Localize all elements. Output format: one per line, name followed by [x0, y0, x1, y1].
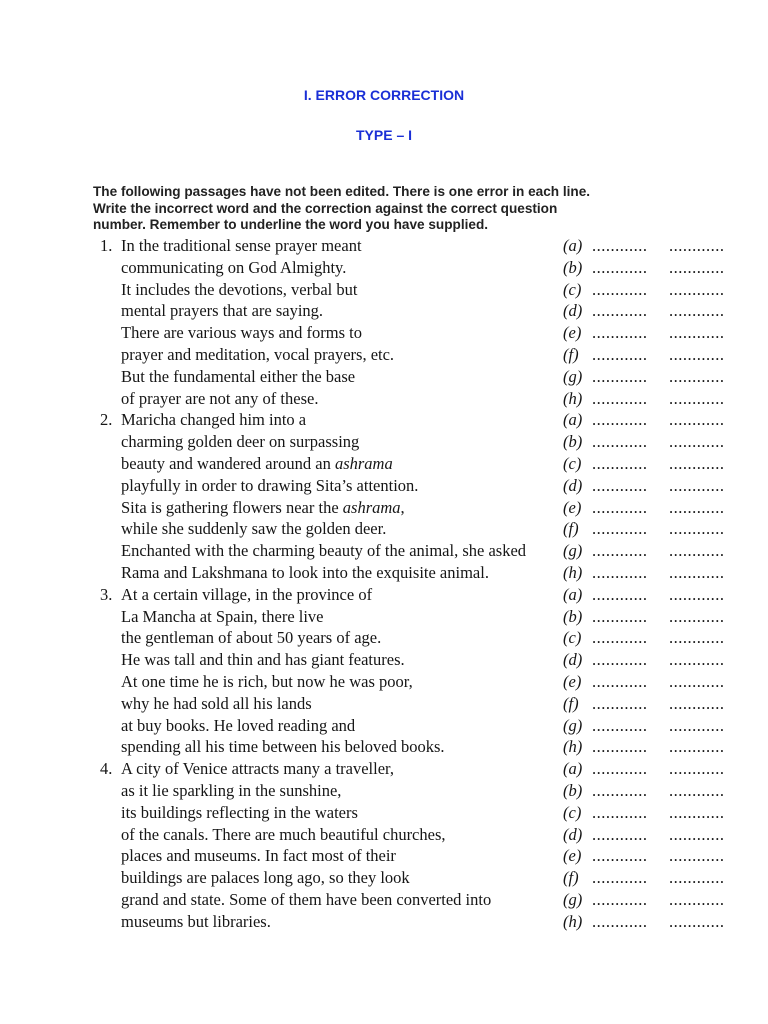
correction-blank: ............ — [669, 911, 725, 931]
passage-line — [0, 518, 768, 540]
incorrect-word-blank: ............ — [592, 541, 648, 561]
incorrect-word-blank: ............ — [592, 453, 648, 473]
correction-blank: ............ — [669, 344, 725, 364]
passage-line-text: playfully in order to drawing Sita’s attention. — [121, 475, 419, 495]
correction-blank: ............ — [669, 453, 725, 473]
passage-line — [0, 889, 768, 911]
correction-blank: ............ — [669, 759, 725, 779]
passage-line-text: Maricha changed him into a — [121, 410, 307, 430]
correction-blank: ............ — [669, 802, 725, 822]
incorrect-word-blank: ............ — [592, 889, 648, 909]
incorrect-word-blank: ............ — [592, 759, 648, 779]
correction-blank: ............ — [669, 824, 725, 844]
passage-line-text: beauty and wandered around an ashrama — [121, 453, 393, 473]
passage-line — [0, 627, 768, 649]
passage-line-text: why he had sold all his lands — [121, 693, 312, 713]
correction-blank: ............ — [669, 889, 725, 909]
passage-line — [0, 431, 768, 453]
passage-line — [0, 366, 768, 388]
question-letter: (e) — [563, 497, 582, 517]
passage-line — [0, 279, 768, 301]
incorrect-word-blank: ............ — [592, 671, 648, 691]
instruction-line: number. Remember to underline the word you have supplied. — [93, 217, 489, 232]
passage-number: 3. — [100, 584, 113, 604]
incorrect-word-blank: ............ — [592, 562, 648, 582]
correction-blank: ............ — [669, 737, 725, 757]
question-letter: (d) — [563, 824, 583, 844]
correction-blank: ............ — [669, 236, 725, 255]
question-letter: (g) — [563, 541, 583, 561]
passage-line — [0, 235, 768, 257]
passage-line-text: Rama and Lakshmana to look into the exquisite animal. — [121, 562, 489, 582]
question-letter: (e) — [563, 323, 582, 343]
passage-line-text: Sita is gathering flowers near the ashrama, — [121, 497, 405, 517]
question-letter: (h) — [563, 737, 583, 757]
passage-line-text: communicating on God Almighty. — [121, 257, 347, 277]
passage-line-text: In the traditional sense prayer meant — [121, 236, 362, 255]
question-letter: (d) — [563, 650, 583, 670]
question-letter: (d) — [563, 301, 583, 321]
exercise-passages — [0, 235, 768, 933]
incorrect-word-blank: ............ — [592, 846, 648, 866]
question-letter: (b) — [563, 606, 583, 626]
passage-line — [0, 802, 768, 824]
instruction-line: Write the incorrect word and the correction against the correct question — [93, 200, 558, 216]
incorrect-word-blank: ............ — [592, 802, 648, 822]
question-letter: (b) — [563, 780, 583, 800]
correction-blank: ............ — [669, 606, 725, 626]
incorrect-word-blank: ............ — [592, 388, 648, 408]
passage-line — [0, 780, 768, 802]
question-letter: (c) — [563, 279, 582, 299]
question-letter: (e) — [563, 846, 582, 866]
passage-line — [0, 736, 768, 758]
passage-line — [0, 409, 768, 431]
passage-line-text: At a certain village, in the province of — [121, 584, 373, 604]
correction-blank: ............ — [669, 497, 725, 517]
question-letter: (a) — [563, 410, 583, 430]
passage-line-text: museums but libraries. — [121, 911, 271, 931]
passage-line-text: Enchanted with the charming beauty of the animal, she asked — [121, 541, 527, 561]
question-letter: (g) — [563, 366, 583, 386]
incorrect-word-blank: ............ — [592, 737, 648, 757]
question-letter: (a) — [563, 759, 583, 779]
passage-line — [0, 824, 768, 846]
passage-line — [0, 584, 768, 606]
passage-line — [0, 540, 768, 562]
section-subtitle: TYPE – I — [355, 127, 413, 143]
passage-line-text: grand and state. Some of them have been converted into — [121, 889, 492, 909]
question-letter: (e) — [563, 671, 582, 691]
incorrect-word-blank: ............ — [592, 432, 648, 452]
incorrect-word-blank: ............ — [592, 257, 648, 277]
passage-line — [0, 257, 768, 279]
instruction-line: The following passages have not been edited. There is one error in each line. — [93, 184, 591, 199]
page-title: I. ERROR CORRECTION — [303, 87, 465, 103]
question-letter: (b) — [563, 432, 583, 452]
question-letter: (h) — [563, 388, 583, 408]
correction-blank: ............ — [669, 323, 725, 343]
passage-line-text: mental prayers that are saying. — [121, 301, 324, 321]
passage-line — [0, 649, 768, 671]
correction-blank: ............ — [669, 562, 725, 582]
correction-blank: ............ — [669, 257, 725, 277]
incorrect-word-blank: ............ — [592, 301, 648, 321]
passage-line-text: of the canals. There are much beautiful churches, — [121, 824, 446, 844]
passage-line — [0, 300, 768, 322]
incorrect-word-blank: ............ — [592, 497, 648, 517]
correction-blank: ............ — [669, 475, 725, 495]
correction-blank: ............ — [669, 432, 725, 452]
incorrect-word-blank: ............ — [592, 715, 648, 735]
incorrect-word-blank: ............ — [592, 323, 648, 343]
passage-line-text: It includes the devotions, verbal but — [121, 279, 358, 299]
passage-line-text: But the fundamental either the base — [121, 366, 356, 386]
passage-line-text: charming golden deer on surpassing — [121, 432, 360, 452]
question-letter: (g) — [563, 715, 583, 735]
passage-line-text: as it lie sparkling in the sunshine, — [121, 780, 342, 800]
question-letter: (a) — [563, 236, 583, 255]
passage-line-text: of prayer are not any of these. — [121, 388, 319, 408]
question-letter: (f) — [563, 693, 579, 713]
correction-blank: ............ — [669, 650, 725, 670]
passage-number: 1. — [100, 236, 113, 255]
passage-line — [0, 911, 768, 933]
incorrect-word-blank: ............ — [592, 366, 648, 386]
passage-number: 4. — [100, 759, 113, 779]
correction-blank: ............ — [669, 584, 725, 604]
question-letter: (f) — [563, 344, 579, 364]
correction-blank: ............ — [669, 868, 725, 888]
incorrect-word-blank: ............ — [592, 279, 648, 299]
question-letter: (c) — [563, 802, 582, 822]
correction-blank: ............ — [669, 693, 725, 713]
question-letter: (f) — [563, 868, 579, 888]
passage-line-text: places and museums. In fact most of their — [121, 846, 396, 866]
passage-line — [0, 322, 768, 344]
question-letter: (h) — [563, 911, 583, 931]
passage-line — [0, 606, 768, 628]
passage-line — [0, 671, 768, 693]
correction-blank: ............ — [669, 388, 725, 408]
incorrect-word-blank: ............ — [592, 236, 648, 255]
incorrect-word-blank: ............ — [592, 475, 648, 495]
incorrect-word-blank: ............ — [592, 628, 648, 648]
question-letter: (h) — [563, 562, 583, 582]
passage-line-text: its buildings reflecting in the waters — [121, 802, 358, 822]
correction-blank: ............ — [669, 541, 725, 561]
passage-line — [0, 562, 768, 584]
question-letter: (c) — [563, 453, 582, 473]
question-letter: (b) — [563, 257, 583, 277]
passage-line — [0, 867, 768, 889]
passage-line — [0, 715, 768, 737]
incorrect-word-blank: ............ — [592, 824, 648, 844]
incorrect-word-blank: ............ — [592, 606, 648, 626]
incorrect-word-blank: ............ — [592, 584, 648, 604]
passage-line — [0, 453, 768, 475]
passage-line — [0, 693, 768, 715]
passage-line-text: at buy books. He loved reading and — [121, 715, 356, 735]
question-letter: (d) — [563, 475, 583, 495]
correction-blank: ............ — [669, 366, 725, 386]
incorrect-word-blank: ............ — [592, 780, 648, 800]
correction-blank: ............ — [669, 301, 725, 321]
incorrect-word-blank: ............ — [592, 650, 648, 670]
question-letter: (g) — [563, 889, 583, 909]
passage-line-text: La Mancha at Spain, there live — [121, 606, 324, 626]
passage-line-text: spending all his time between his beloved books. — [121, 737, 445, 757]
question-letter: (f) — [563, 519, 579, 539]
correction-blank: ............ — [669, 671, 725, 691]
passage-line-text: He was tall and thin and has giant features. — [121, 650, 405, 670]
correction-blank: ............ — [669, 715, 725, 735]
passage-line — [0, 475, 768, 497]
correction-blank: ............ — [669, 628, 725, 648]
passage-line — [0, 344, 768, 366]
passage-line-text: buildings are palaces long ago, so they look — [121, 868, 410, 888]
question-letter: (a) — [563, 584, 583, 604]
passage-line-text: prayer and meditation, vocal prayers, etc. — [121, 344, 395, 364]
incorrect-word-blank: ............ — [592, 519, 648, 539]
incorrect-word-blank: ............ — [592, 911, 648, 931]
passage-line — [0, 845, 768, 867]
passage-line — [0, 497, 768, 519]
instructions — [93, 184, 693, 234]
correction-blank: ............ — [669, 519, 725, 539]
incorrect-word-blank: ............ — [592, 410, 648, 430]
passage-line — [0, 388, 768, 410]
passage-number: 2. — [100, 410, 113, 430]
passage-line-text: There are various ways and forms to — [121, 323, 362, 343]
passage-line-text: while she suddenly saw the golden deer. — [121, 519, 387, 539]
incorrect-word-blank: ............ — [592, 693, 648, 713]
incorrect-word-blank: ............ — [592, 868, 648, 888]
correction-blank: ............ — [669, 780, 725, 800]
passage-line-text: A city of Venice attracts many a traveller, — [121, 759, 395, 779]
passage-line-text: the gentleman of about 50 years of age. — [121, 628, 382, 648]
correction-blank: ............ — [669, 410, 725, 430]
passage-line — [0, 758, 768, 780]
passage-line-text: At one time he is rich, but now he was poor, — [121, 671, 413, 691]
question-letter: (c) — [563, 628, 582, 648]
correction-blank: ............ — [669, 846, 725, 866]
incorrect-word-blank: ............ — [592, 344, 648, 364]
correction-blank: ............ — [669, 279, 725, 299]
